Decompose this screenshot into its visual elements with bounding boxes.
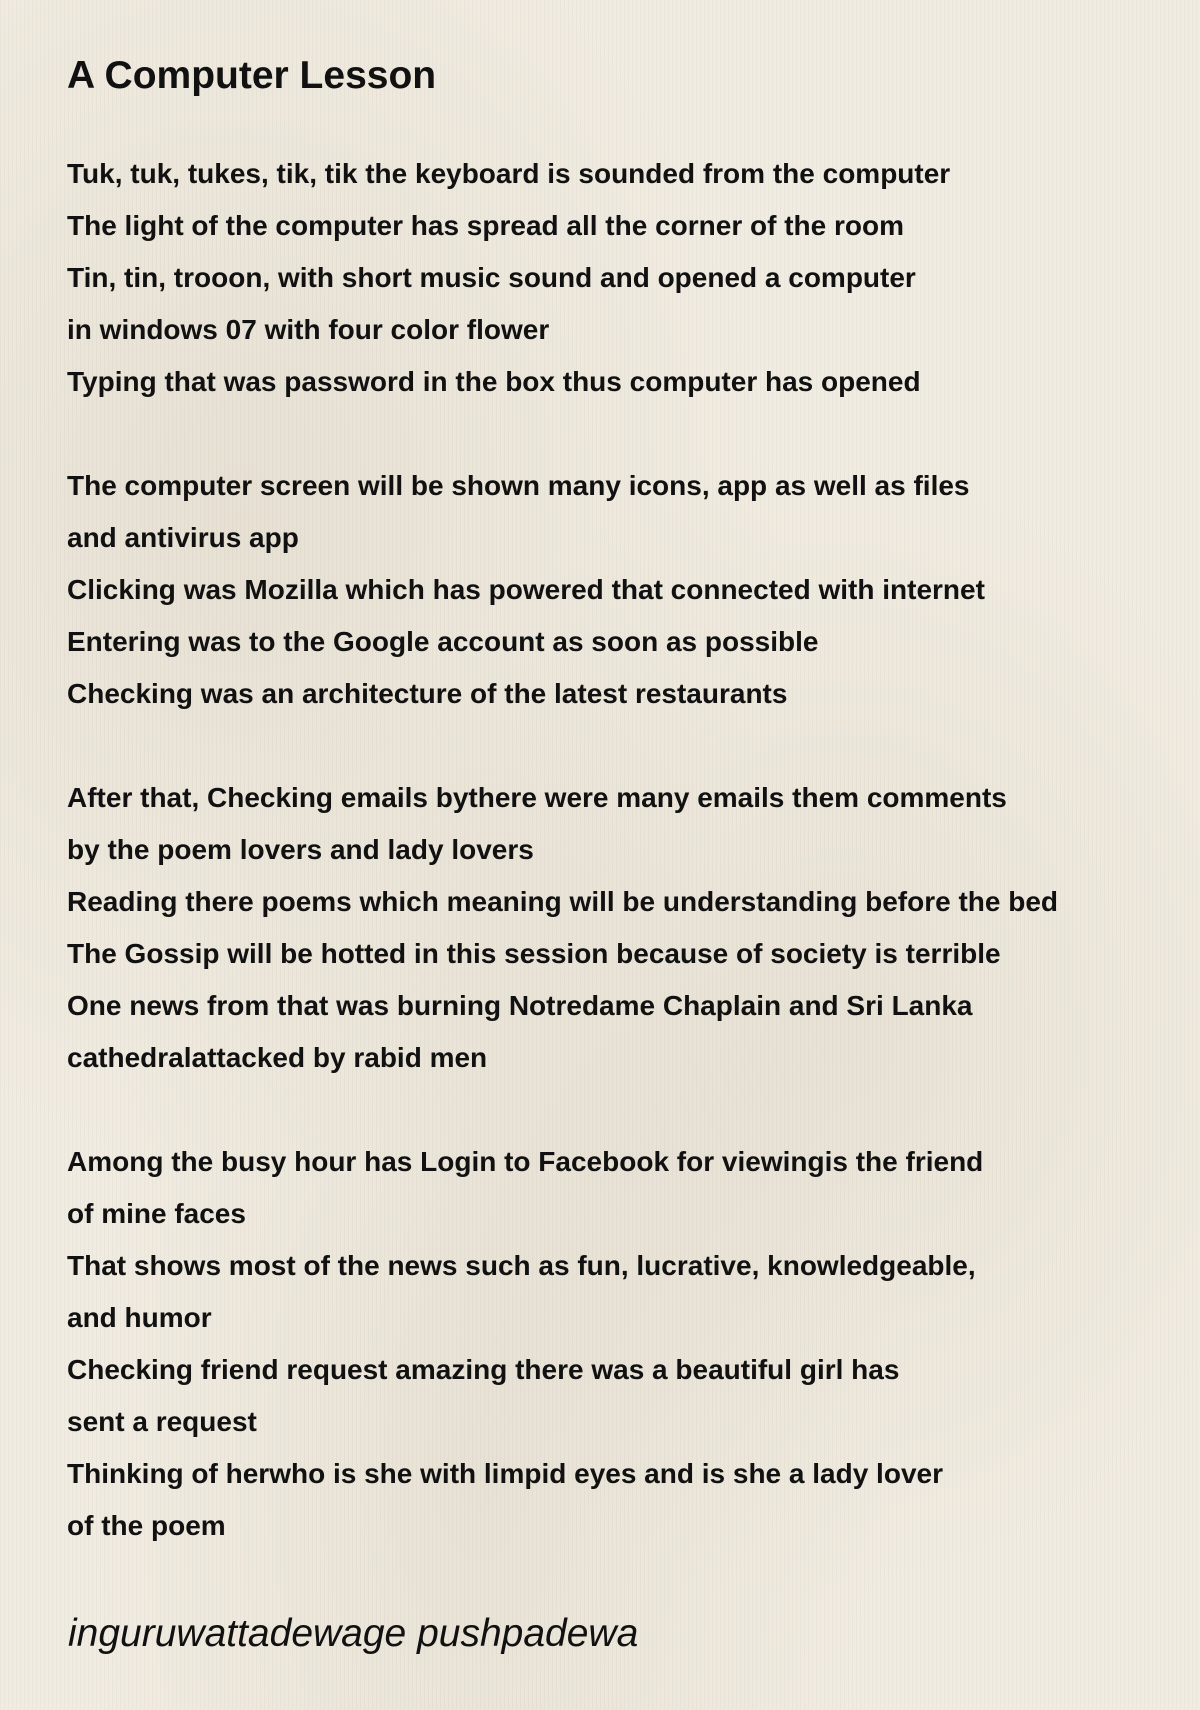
poem-line: Clicking was Mozilla which has powered that connected with internet	[67, 574, 985, 605]
poem-line: Entering was to the Google account as soon as possible	[67, 626, 819, 657]
poem-body	[67, 148, 1058, 1552]
stanza-1	[67, 148, 1058, 408]
poem-line: and antivirus app	[67, 522, 299, 553]
poem-line: Reading there poems which meaning will be understanding before the bed	[67, 886, 1059, 917]
poem-line: of the poem	[67, 1510, 226, 1541]
stanza-3	[67, 772, 1058, 1084]
poem-line: Checking friend request amazing there was a beautiful girl has	[67, 1354, 900, 1385]
poem-line: Thinking of herwho is she with limpid eyes and is she a lady lover	[67, 1458, 943, 1489]
poem-line: Tuk, tuk, tukes, tik, tik the keyboard is sounded from the computer	[67, 158, 951, 189]
poem-line: The light of the computer has spread all the corner of the room	[67, 210, 904, 241]
poem-line: That shows most of the news such as fun, lucrative, knowledgeable,	[67, 1250, 976, 1281]
poem-line: by the poem lovers and lady lovers	[67, 834, 534, 865]
poem-author: inguruwattadewage pushpadewa	[68, 1612, 639, 1655]
poem-line: and humor	[67, 1302, 212, 1333]
poem-line: in windows 07 with four color flower	[67, 314, 550, 345]
poem-line: The Gossip will be hotted in this session because of society is terrible	[67, 938, 1001, 969]
poem-line: Among the busy hour has Login to Facebook for viewingis the friend	[67, 1146, 984, 1177]
poem-line: Checking was an architecture of the latest restaurants	[67, 678, 788, 709]
poem-line: cathedralattacked by rabid men	[67, 1042, 488, 1073]
poem-line: One news from that was burning Notredame Chaplain and Sri Lanka	[67, 990, 973, 1021]
poem-title: A Computer Lesson	[67, 54, 437, 97]
stanza-4	[67, 1136, 1058, 1552]
poem-line: After that, Checking emails bythere were many emails them comments	[67, 782, 1007, 813]
poem-line: The computer screen will be shown many icons, app as well as files	[67, 470, 970, 501]
poem-line: Typing that was password in the box thus computer has opened	[67, 366, 921, 397]
stanza-2	[67, 460, 1058, 720]
poem-line: of mine faces	[67, 1198, 246, 1229]
poem-line: sent a request	[67, 1406, 257, 1437]
poem-line: Tin, tin, trooon, with short music sound and opened a computer	[67, 262, 916, 293]
